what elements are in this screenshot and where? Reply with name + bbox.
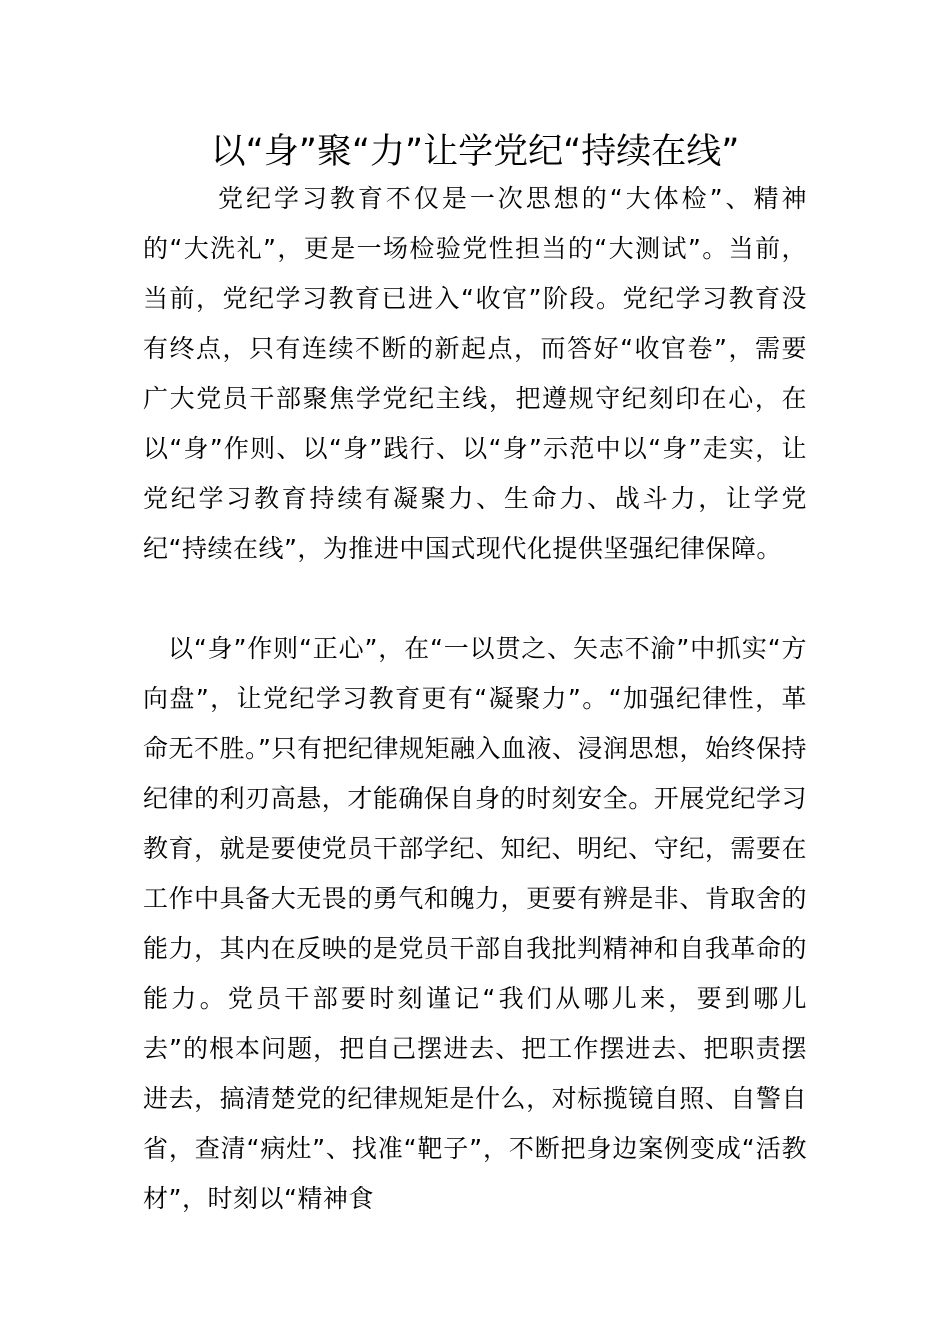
paragraph-intro: 党纪学习教育不仅是一次思想的“大体检”、精神的“大洗礼”，更是一场检验党性担当的“大测试”。当前，当前，党纪学习教育已进入“收官”阶段。党纪学习教育没有终点，只有连续不断的新起点，而答好“收官卷”，需要广大党员干部聚焦学党纪主线，把遵规守纪刻印在心，在以“身”作则、以“身”践行、以“身”示范中以“身”走实，让党纪学习教育持续有凝聚力、生命力、战斗力，让学党纪“持续在线”，为推进中国式现代化提供坚强纪律保障。 [143, 184, 807, 563]
paragraph-section-one: 以“身”作则“正心”，在“一以贯之、矢志不渝”中抓实“方向盘”，让党纪学习教育更有“凝聚力”。“加强纪律性，革命无不胜。”只有把纪律规矩融入血液、浸润思想，始终保持纪律的利刃高悬，才能确保自身的时刻安全。开展党纪学习教育，就是要使党员干部学纪、知纪、明纪、守纪，需要在工作中具备大无畏的勇气和魄力，更要有辨是非、肯取舍的能力，其内在反映的是党员干部自我批判精神和自我革命的能力。党员干部要时刻谨记“我们从哪儿来，要到哪儿去”的根本问题，把自己摆进去、把工作摆进去、把职责摆进去，搞清楚党的纪律规矩是什么，对标揽镜自照、自警自省，查清“病灶”、找准“靶子”，不断把身边案例变成“活教材”，时刻以“精神食 [143, 634, 807, 1213]
document-title: 以“身”聚“力”让学党纪“持续在线” [210, 132, 740, 172]
